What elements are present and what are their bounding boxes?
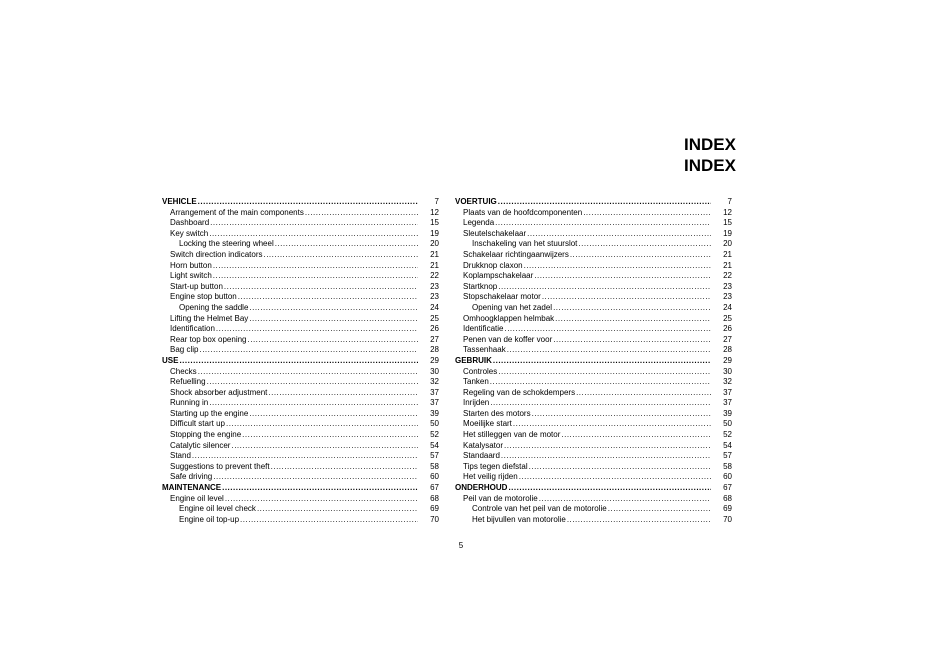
dot-leader bbox=[507, 345, 711, 356]
dot-leader bbox=[271, 462, 418, 473]
toc-entry[interactable] bbox=[455, 261, 732, 272]
toc-entry-label: Lifting the Helmet Bay bbox=[170, 313, 249, 323]
dot-leader bbox=[198, 197, 418, 208]
toc-entry-label: Stopping the engine bbox=[170, 430, 242, 440]
dot-leader bbox=[179, 356, 418, 367]
toc-entry[interactable] bbox=[455, 377, 732, 388]
toc-entry-page: 22 bbox=[723, 271, 732, 281]
toc-entry[interactable] bbox=[162, 494, 439, 505]
toc-entry-page: 58 bbox=[723, 461, 732, 471]
toc-entry-label: GEBRUIK bbox=[455, 355, 492, 365]
toc-entry-page: 20 bbox=[430, 239, 439, 249]
toc-entry-label: Inschakeling van het stuurslot bbox=[472, 239, 578, 249]
dot-leader bbox=[305, 208, 418, 219]
toc-entry[interactable] bbox=[162, 261, 439, 272]
dot-leader bbox=[529, 462, 711, 473]
toc-entry-page: 32 bbox=[430, 377, 439, 387]
toc-section-heading[interactable] bbox=[162, 197, 439, 208]
toc-entry-label: Running in bbox=[170, 398, 209, 408]
dot-leader bbox=[542, 292, 711, 303]
dot-leader bbox=[209, 229, 418, 240]
toc-entry-page: 28 bbox=[430, 345, 439, 355]
dot-leader bbox=[553, 303, 711, 314]
dot-leader bbox=[498, 282, 711, 293]
dot-leader bbox=[513, 419, 711, 430]
toc-entry-page: 30 bbox=[430, 366, 439, 376]
toc-entry-page: 21 bbox=[723, 249, 732, 259]
toc-entry-page: 15 bbox=[723, 218, 732, 228]
toc-entry[interactable] bbox=[162, 409, 439, 420]
dot-leader bbox=[257, 504, 418, 515]
toc-entry-label: Plaats van de hoofdcomponenten bbox=[463, 207, 583, 217]
toc-entry-label: Opening the saddle bbox=[179, 302, 249, 312]
dot-leader bbox=[238, 292, 418, 303]
toc-entry-label: Checks bbox=[170, 366, 197, 376]
toc-entry-label: Identificatie bbox=[463, 324, 504, 334]
toc-entry-label: Identification bbox=[170, 324, 215, 334]
dot-leader bbox=[268, 388, 418, 399]
toc-entry-label: Tanken bbox=[463, 377, 489, 387]
toc-entry[interactable] bbox=[162, 419, 439, 430]
dot-leader bbox=[249, 303, 418, 314]
dot-leader bbox=[198, 367, 418, 378]
toc-entry[interactable] bbox=[455, 271, 732, 282]
dot-leader bbox=[222, 483, 418, 494]
dot-leader bbox=[249, 314, 418, 325]
toc-entry-label: Tassenhaak bbox=[463, 345, 506, 355]
toc-entry-page: 15 bbox=[430, 218, 439, 228]
dot-leader bbox=[249, 409, 418, 420]
toc-entry-page: 26 bbox=[430, 324, 439, 334]
dot-leader bbox=[216, 324, 418, 335]
toc-entry-page: 60 bbox=[723, 472, 732, 482]
toc-entry-label: Schakelaar richtingaanwijzers bbox=[463, 249, 569, 259]
toc-section-heading[interactable] bbox=[162, 356, 439, 367]
toc-entry[interactable] bbox=[455, 441, 732, 452]
toc-entry-label: Regeling van de schokdempers bbox=[463, 387, 576, 397]
toc-entry[interactable] bbox=[162, 324, 439, 335]
toc-entry[interactable] bbox=[455, 494, 732, 505]
toc-entry-page: 27 bbox=[723, 334, 732, 344]
toc-entry-page: 23 bbox=[723, 281, 732, 291]
toc-entry[interactable] bbox=[162, 239, 439, 250]
toc-entry-page: 39 bbox=[430, 408, 439, 418]
toc-entry-page: 58 bbox=[430, 461, 439, 471]
toc-entry-label: Het veilig rijden bbox=[463, 472, 518, 482]
toc-entry-page: 52 bbox=[430, 430, 439, 440]
toc-entry-page: 29 bbox=[723, 355, 732, 365]
toc-entry-label: Legenda bbox=[463, 218, 495, 228]
toc-entry[interactable] bbox=[162, 271, 439, 282]
toc-entry-page: 24 bbox=[723, 302, 732, 312]
toc-entry-label: ONDERHOUD bbox=[455, 483, 508, 493]
toc-section-heading[interactable] bbox=[455, 197, 732, 208]
dot-leader bbox=[576, 388, 711, 399]
toc-column-dutch bbox=[455, 197, 732, 525]
toc-entry-label: Starten des motors bbox=[463, 408, 531, 418]
toc-entry[interactable] bbox=[162, 282, 439, 293]
dot-leader bbox=[490, 377, 711, 388]
toc-entry-label: MAINTENANCE bbox=[162, 483, 222, 493]
dot-leader bbox=[493, 356, 711, 367]
toc-entry-label: Penen van de koffer voor bbox=[463, 334, 553, 344]
toc-entry-page: 68 bbox=[430, 493, 439, 503]
toc-entry[interactable] bbox=[455, 462, 732, 473]
toc-entry-label: VOERTUIG bbox=[455, 197, 497, 206]
toc-entry[interactable] bbox=[455, 229, 732, 240]
toc-entry-label: Engine oil top-up bbox=[179, 514, 240, 524]
toc-entry-label: Shock absorber adjustment bbox=[170, 387, 268, 397]
toc-entry-page: 57 bbox=[430, 451, 439, 461]
dot-leader bbox=[209, 398, 418, 409]
dot-leader bbox=[213, 261, 418, 272]
toc-entry-page: 20 bbox=[723, 239, 732, 249]
toc-entry[interactable] bbox=[455, 282, 732, 293]
index-title-translation: INDEX bbox=[684, 156, 736, 175]
toc-entry-page: 67 bbox=[723, 483, 732, 493]
toc-entry-page: 54 bbox=[723, 440, 732, 450]
dot-leader bbox=[534, 271, 711, 282]
toc-entry-label: Key switch bbox=[170, 228, 209, 238]
toc-entry-page: 7 bbox=[727, 197, 732, 206]
dot-leader bbox=[495, 218, 711, 229]
toc-entry-label: Horn button bbox=[170, 260, 212, 270]
toc-section-heading[interactable] bbox=[455, 356, 732, 367]
toc-entry-label: Locking the steering wheel bbox=[179, 239, 274, 249]
dot-leader bbox=[263, 250, 418, 261]
dot-leader bbox=[555, 314, 711, 325]
toc-entry-page: 19 bbox=[430, 228, 439, 238]
toc-entry-label: Het stilleggen van de motor bbox=[463, 430, 561, 440]
toc-entry-page: 52 bbox=[723, 430, 732, 440]
toc-entry-page: 22 bbox=[430, 271, 439, 281]
toc-entry-label: Rear top box opening bbox=[170, 334, 247, 344]
toc-section-heading[interactable] bbox=[162, 483, 439, 494]
toc-entry[interactable] bbox=[455, 472, 732, 483]
toc-entry-page: 24 bbox=[430, 302, 439, 312]
toc-entry-page: 54 bbox=[430, 440, 439, 450]
toc-entry[interactable] bbox=[455, 388, 732, 399]
toc-entry-label: Omhoogklappen helmbak bbox=[463, 313, 555, 323]
toc-entry[interactable] bbox=[455, 314, 732, 325]
toc-entry[interactable] bbox=[162, 345, 439, 356]
toc-entry-label: Suggestions to prevent theft bbox=[170, 461, 270, 471]
dot-leader bbox=[508, 483, 711, 494]
dot-leader bbox=[504, 441, 711, 452]
dot-leader bbox=[570, 250, 711, 261]
toc-entry-page: 37 bbox=[723, 398, 732, 408]
dot-leader bbox=[524, 261, 711, 272]
toc-entry-label: Sleutelschakelaar bbox=[463, 228, 527, 238]
toc-entry[interactable] bbox=[162, 208, 439, 219]
dot-leader bbox=[490, 398, 711, 409]
toc-entry[interactable] bbox=[455, 292, 732, 303]
dot-leader bbox=[213, 271, 418, 282]
dot-leader bbox=[532, 409, 711, 420]
dot-leader bbox=[240, 515, 418, 526]
toc-entry-page: 7 bbox=[434, 197, 439, 206]
dot-leader bbox=[226, 419, 418, 430]
toc-entry-label: VEHICLE bbox=[162, 197, 197, 206]
dot-leader bbox=[553, 335, 711, 346]
toc-entry-page: 37 bbox=[430, 387, 439, 397]
toc-entry-page: 26 bbox=[723, 324, 732, 334]
toc-entry[interactable] bbox=[162, 377, 439, 388]
toc-entry-page: 23 bbox=[430, 292, 439, 302]
toc-entry-page: 21 bbox=[723, 260, 732, 270]
toc-entry-page: 28 bbox=[723, 345, 732, 355]
toc-section-heading[interactable] bbox=[455, 483, 732, 494]
dot-leader bbox=[527, 229, 711, 240]
dot-leader bbox=[231, 441, 418, 452]
dot-leader bbox=[224, 282, 418, 293]
dot-leader bbox=[498, 367, 711, 378]
dot-leader bbox=[199, 345, 418, 356]
toc-entry[interactable] bbox=[162, 229, 439, 240]
toc-entry[interactable] bbox=[162, 504, 439, 515]
dot-leader bbox=[561, 430, 711, 441]
dot-leader bbox=[567, 515, 711, 526]
toc-entry-page: 32 bbox=[723, 377, 732, 387]
toc-entry[interactable] bbox=[455, 409, 732, 420]
toc-entry-page: 37 bbox=[430, 398, 439, 408]
toc-entry-page: 27 bbox=[430, 334, 439, 344]
toc-entry-label: Difficult start up bbox=[170, 419, 225, 429]
toc-entry-label: Safe driving bbox=[170, 472, 213, 482]
toc-entry[interactable] bbox=[455, 430, 732, 441]
toc-entry-label: Het bijvullen van motorolie bbox=[472, 514, 566, 524]
toc-entry-label: Catalytic silencer bbox=[170, 440, 231, 450]
dot-leader bbox=[210, 218, 418, 229]
toc-entry[interactable] bbox=[162, 430, 439, 441]
toc-entry-page: 12 bbox=[723, 207, 732, 217]
toc-column-english bbox=[162, 197, 439, 525]
toc-entry-page: 12 bbox=[430, 207, 439, 217]
toc-entry-label: Engine oil level bbox=[170, 493, 224, 503]
toc-entry[interactable] bbox=[162, 218, 439, 229]
dot-leader bbox=[504, 324, 711, 335]
dot-leader bbox=[207, 377, 418, 388]
toc-entry-label: Controles bbox=[463, 366, 498, 376]
toc-entry[interactable] bbox=[455, 345, 732, 356]
toc-entry-label: Inrijden bbox=[463, 398, 490, 408]
toc-entry-label: Standaard bbox=[463, 451, 500, 461]
dot-leader bbox=[498, 197, 711, 208]
toc-entry[interactable] bbox=[455, 250, 732, 261]
toc-entry-page: 68 bbox=[723, 493, 732, 503]
toc-entry[interactable] bbox=[162, 314, 439, 325]
toc-entry[interactable] bbox=[162, 451, 439, 462]
toc-entry-page: 21 bbox=[430, 260, 439, 270]
toc-entry-label: Drukknop claxon bbox=[463, 260, 523, 270]
toc-entry-label: Opening van het zadel bbox=[472, 302, 553, 312]
toc-entry-label: Engine stop button bbox=[170, 292, 237, 302]
toc-entry-page: 50 bbox=[430, 419, 439, 429]
toc-entry-label: Start-up button bbox=[170, 281, 223, 291]
dot-leader bbox=[501, 451, 711, 462]
toc-entry-label: Controle van het peil van de motorolie bbox=[472, 504, 607, 514]
index-title: INDEX bbox=[684, 135, 736, 154]
toc-entry-page: 25 bbox=[430, 313, 439, 323]
toc-entry[interactable] bbox=[455, 324, 732, 335]
toc-entry[interactable] bbox=[162, 335, 439, 346]
toc-entry-label: Switch direction indicators bbox=[170, 249, 263, 259]
toc-entry-label: USE bbox=[162, 355, 179, 365]
toc-entry-label: Engine oil level check bbox=[179, 504, 256, 514]
dot-leader bbox=[275, 239, 418, 250]
toc-entry[interactable] bbox=[162, 303, 439, 314]
toc-entry-label: Starting up the engine bbox=[170, 408, 249, 418]
toc-entry-label: Light switch bbox=[170, 271, 212, 281]
toc-entry-label: Tips tegen diefstal bbox=[463, 461, 528, 471]
toc-entry[interactable] bbox=[162, 441, 439, 452]
toc-entry[interactable] bbox=[455, 218, 732, 229]
toc-entry[interactable] bbox=[162, 515, 439, 526]
toc-entry-page: 70 bbox=[723, 514, 732, 524]
page-number: 5 bbox=[458, 541, 464, 550]
toc-entry[interactable] bbox=[162, 472, 439, 483]
toc-entry-label: Bag clip bbox=[170, 345, 199, 355]
toc-entry[interactable] bbox=[455, 451, 732, 462]
toc-entry-label: Peil van de motorolie bbox=[463, 493, 538, 503]
toc-entry[interactable] bbox=[162, 292, 439, 303]
toc-entry-label: Moeilijke start bbox=[463, 419, 512, 429]
toc-entry[interactable] bbox=[455, 239, 732, 250]
dot-leader bbox=[583, 208, 711, 219]
toc-entry-page: 67 bbox=[430, 483, 439, 493]
toc-entry[interactable] bbox=[455, 419, 732, 430]
toc-entry[interactable] bbox=[162, 367, 439, 378]
toc-entry[interactable] bbox=[162, 398, 439, 409]
dot-leader bbox=[225, 494, 418, 505]
toc-entry-page: 23 bbox=[723, 292, 732, 302]
toc-entry[interactable] bbox=[162, 462, 439, 473]
toc-entry[interactable] bbox=[162, 388, 439, 399]
toc-entry[interactable] bbox=[455, 335, 732, 346]
toc-entry-page: 30 bbox=[723, 366, 732, 376]
dot-leader bbox=[539, 494, 711, 505]
toc-entry-label: Stand bbox=[170, 451, 191, 461]
toc-entry-page: 29 bbox=[430, 355, 439, 365]
dot-leader bbox=[242, 430, 418, 441]
toc-entry-page: 25 bbox=[723, 313, 732, 323]
toc-entry-label: Koplampschakelaar bbox=[463, 271, 534, 281]
toc-entry-label: Startknop bbox=[463, 281, 498, 291]
dot-leader bbox=[608, 504, 711, 515]
toc-entry[interactable] bbox=[455, 515, 732, 526]
toc-entry-page: 69 bbox=[430, 504, 439, 514]
toc-entry-page: 39 bbox=[723, 408, 732, 418]
toc-entry[interactable] bbox=[455, 398, 732, 409]
toc-entry-label: Arrangement of the main components bbox=[170, 207, 304, 217]
toc-entry[interactable] bbox=[162, 250, 439, 261]
dot-leader bbox=[213, 472, 418, 483]
toc-entry-page: 50 bbox=[723, 419, 732, 429]
toc-entry-label: Katalysator bbox=[463, 440, 504, 450]
dot-leader bbox=[248, 335, 419, 346]
toc-entry[interactable] bbox=[455, 208, 732, 219]
toc-entry-page: 60 bbox=[430, 472, 439, 482]
toc-entry-page: 57 bbox=[723, 451, 732, 461]
toc-entry-page: 23 bbox=[430, 281, 439, 291]
toc-entry[interactable] bbox=[455, 367, 732, 378]
dot-leader bbox=[192, 451, 418, 462]
toc-entry[interactable] bbox=[455, 303, 732, 314]
toc-entry-label: Stopschakelaar motor bbox=[463, 292, 541, 302]
toc-entry-page: 19 bbox=[723, 228, 732, 238]
toc-entry-page: 21 bbox=[430, 249, 439, 259]
toc-entry-label: Dashboard bbox=[170, 218, 210, 228]
toc-entry-page: 70 bbox=[430, 514, 439, 524]
toc-entry-page: 69 bbox=[723, 504, 732, 514]
toc-entry-page: 37 bbox=[723, 387, 732, 397]
toc-entry-label: Refuelling bbox=[170, 377, 206, 387]
toc-entry[interactable] bbox=[455, 504, 732, 515]
dot-leader bbox=[578, 239, 711, 250]
dot-leader bbox=[519, 472, 711, 483]
